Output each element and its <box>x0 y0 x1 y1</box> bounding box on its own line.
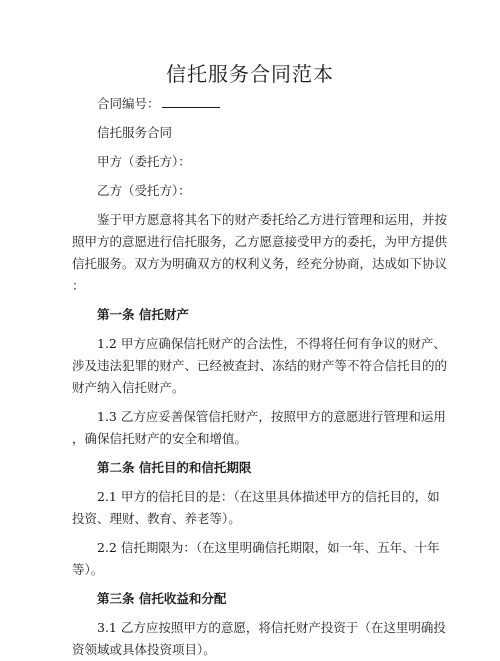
clause-line: 投资、理财、教育、养老等）。 <box>72 511 241 526</box>
clause-paragraph <box>72 333 448 399</box>
clause-line: 1.2 甲方应确保信托财产的合法性，不得将任何有争议的财产、 <box>97 336 446 351</box>
preamble-paragraph <box>72 209 448 297</box>
preamble-line: 鉴于甲方愿意将其名下的财产委托给乙方进行管理和运用，并按 <box>97 212 448 227</box>
preamble-line: ： <box>72 278 85 293</box>
party-a-line: 甲方（委托方）： <box>97 154 191 169</box>
clause-paragraph <box>72 617 446 661</box>
party-b-line: 乙方（受托方）： <box>97 183 191 198</box>
section-heading: 第二条 信托目的和信托期限 <box>97 460 252 475</box>
contract-number-blank <box>162 95 220 108</box>
preamble-line: 信托服务。双方为明确双方的权利义务，经充分协商，达成如下协议 <box>72 256 448 271</box>
document-body <box>72 93 448 661</box>
clause-paragraph <box>72 537 440 581</box>
contract-name: 信托服务合同 <box>97 125 173 140</box>
clause-line: 财产纳入信托财产。 <box>72 380 185 395</box>
contract-number-line <box>72 93 428 115</box>
preamble-line: 照甲方的意愿进行信托服务，乙方愿意接受甲方的委托，为甲方提供 <box>72 234 448 249</box>
clause-line: 1.3 乙方应妥善保管信托财产，按照甲方的意愿进行管理和运用 <box>97 409 446 424</box>
clause-paragraph <box>72 406 446 450</box>
section-heading: 第三条 信托收益和分配 <box>97 591 227 606</box>
section-heading: 第一条 信托财产 <box>97 307 189 322</box>
clause-line: 涉及违法犯罪的财产、已经被查封、冻结的财产等不符合信托目的的 <box>72 358 448 373</box>
clause-line: 2.2 信托期限为：（在这里明确信托期限，如一年、五年、十年 <box>97 540 440 555</box>
clause-paragraph <box>72 486 440 530</box>
clause-line: ，确保信托财产的安全和增值。 <box>72 431 248 446</box>
document-title: 信托服务合同范本 <box>166 62 334 86</box>
clause-line: 3.1 乙方应按照甲方的意愿，将信托财产投资于（在这里明确投 <box>97 620 446 635</box>
clause-line: 2.1 甲方的信托目的是：（在这里具体描述甲方的信托目的，如 <box>97 489 440 504</box>
clause-line: 资领域或具体投资项目）。 <box>72 642 216 657</box>
clause-line: 等）。 <box>72 562 104 577</box>
contract-number-label: 合同编号： <box>97 96 160 111</box>
